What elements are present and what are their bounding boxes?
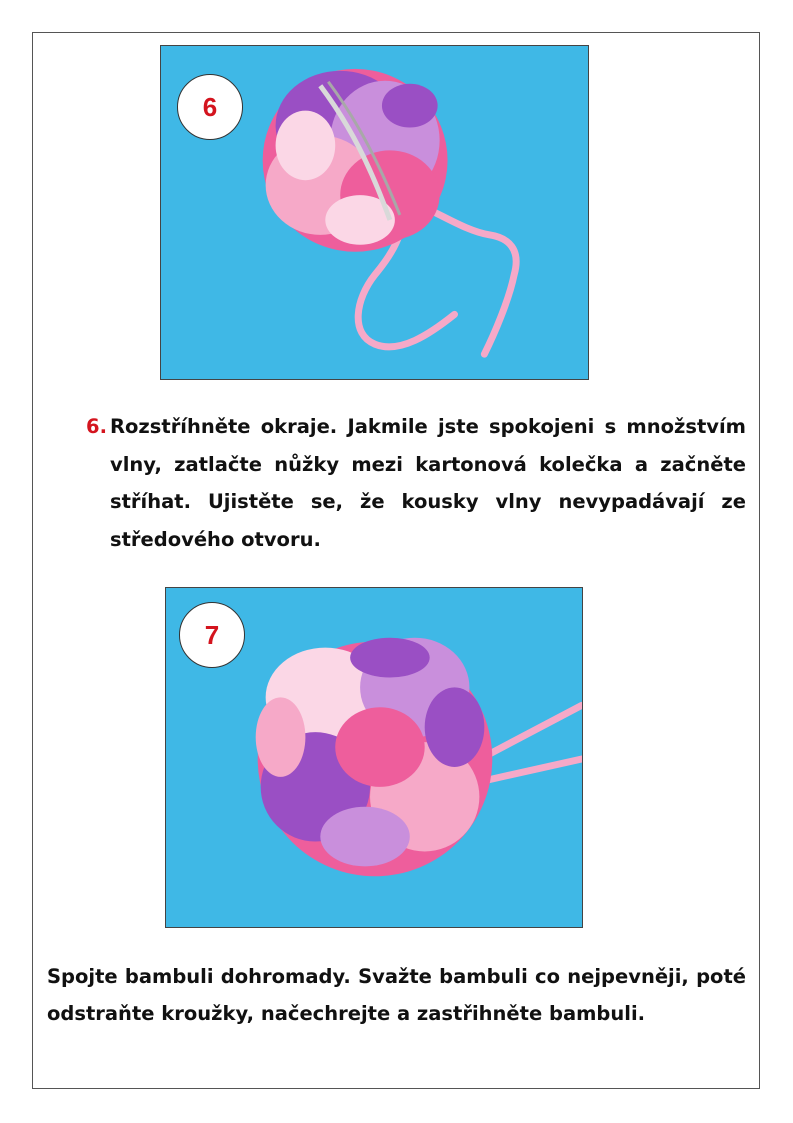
step-6-photo [160, 45, 589, 380]
step-7-badge: 7 [179, 602, 245, 668]
final-instruction: Spojte bambuli dohromady. Svažte bambuli co nejpevněji, poté odstraňte kroužky, načechrejte a zastřihněte bambuli. [47, 965, 746, 1025]
step-6-number: 6. [86, 415, 107, 438]
step-6-instruction [86, 408, 746, 558]
step-6-text: Rozstříhněte okraje. Jakmile jste spokojeni s množstvím vlny, zatlačte nůžky mezi kartonová kolečka a začněte stříhat. Ujistěte se, že kousky vlny nevypadávají ze středového otvoru. [110, 415, 746, 551]
step-6-badge: 6 [177, 74, 243, 140]
step-7-photo [165, 587, 583, 928]
